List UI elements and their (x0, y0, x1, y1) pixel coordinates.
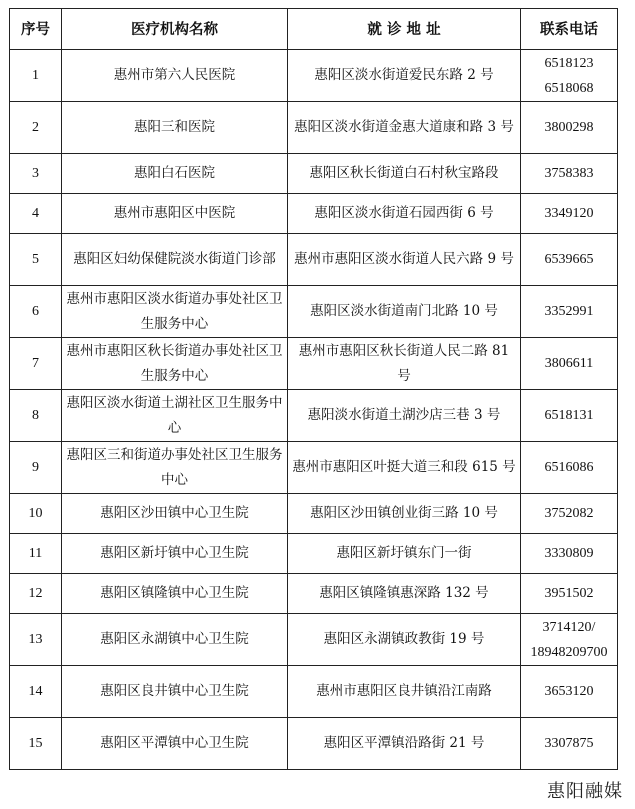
cell-institution-name: 惠阳区新圩镇中心卫生院 (62, 534, 288, 574)
cell-phone (521, 666, 618, 718)
phone-number: 3806611 (544, 356, 594, 371)
table-row (10, 338, 618, 390)
cell-institution-name: 惠州市惠阳区淡水街道办事处社区卫生服务中心 (62, 286, 288, 338)
table-row (10, 534, 618, 574)
cell-no: 14 (10, 666, 62, 718)
cell-phone (521, 494, 618, 534)
cell-institution-name: 惠阳区妇幼保健院淡水街道门诊部 (62, 234, 288, 286)
cell-no: 1 (10, 50, 62, 102)
cell-institution-name: 惠阳区淡水街道土湖社区卫生服务中心 (62, 390, 288, 442)
cell-phone (521, 286, 618, 338)
cell-address: 惠州市惠阳区淡水街道人民六路 9 号 (288, 234, 521, 286)
cell-address: 惠州市惠阳区叶挺大道三和段 615 号 (288, 442, 521, 494)
cell-address: 惠阳区淡水街道石园西街 6 号 (288, 194, 521, 234)
cell-institution-name: 惠阳区三和街道办事处社区卫生服务中心 (62, 442, 288, 494)
phone-number: 3653120 (544, 684, 594, 699)
cell-address: 惠阳区淡水街道爱民东路 2 号 (288, 50, 521, 102)
watermark-logo: 惠阳融媒 (547, 781, 623, 802)
cell-no: 12 (10, 574, 62, 614)
phone-number: 6518131 (544, 408, 594, 423)
cell-no: 15 (10, 718, 62, 770)
cell-no: 7 (10, 338, 62, 390)
cell-institution-name: 惠阳三和医院 (62, 102, 288, 154)
cell-phone (521, 574, 618, 614)
cell-phone (521, 194, 618, 234)
cell-address: 惠阳区淡水街道南门北路 10 号 (288, 286, 521, 338)
cell-address: 惠州市惠阳区良井镇沿江南路 (288, 666, 521, 718)
medical-institutions-table (9, 8, 618, 770)
phone-number: 6539665 (544, 252, 594, 267)
cell-address: 惠阳区新圩镇东门一街 (288, 534, 521, 574)
table-row (10, 50, 618, 102)
cell-institution-name: 惠阳区平潭镇中心卫生院 (62, 718, 288, 770)
phone-number: 6516086 (544, 460, 594, 475)
phone-number: 18948209700 (530, 644, 608, 660)
table-row (10, 574, 618, 614)
cell-phone (521, 234, 618, 286)
cell-institution-name: 惠州市惠阳区中医院 (62, 194, 288, 234)
cell-phone (521, 718, 618, 770)
phone-number: 3752082 (544, 506, 594, 521)
phone-number: 3330809 (544, 546, 594, 561)
cell-institution-name: 惠阳区镇隆镇中心卫生院 (62, 574, 288, 614)
phone-number: 3758383 (544, 166, 594, 181)
cell-no: 11 (10, 534, 62, 574)
cell-no: 3 (10, 154, 62, 194)
phone-number: 3951502 (544, 586, 594, 601)
table-row (10, 102, 618, 154)
table-row (10, 390, 618, 442)
cell-address: 惠阳区永湖镇政教街 19 号 (288, 614, 521, 666)
cell-phone (521, 442, 618, 494)
table-row (10, 154, 618, 194)
cell-phone (521, 50, 618, 102)
cell-address: 惠阳区沙田镇创业街三路 10 号 (288, 494, 521, 534)
cell-phone (521, 338, 618, 390)
cell-phone (521, 534, 618, 574)
cell-no: 13 (10, 614, 62, 666)
cell-address: 惠阳区秋长街道白石村秋宝路段 (288, 154, 521, 194)
cell-no: 2 (10, 102, 62, 154)
header-phone: 联系电话 (521, 9, 618, 50)
phone-number: 3352991 (544, 304, 594, 319)
cell-no: 8 (10, 390, 62, 442)
header-name: 医疗机构名称 (62, 9, 288, 50)
cell-phone (521, 154, 618, 194)
cell-phone (521, 390, 618, 442)
phone-number: 3307875 (544, 736, 594, 751)
table-row (10, 494, 618, 534)
table-row (10, 234, 618, 286)
cell-address: 惠阳区平潭镇沿路街 21 号 (288, 718, 521, 770)
phone-number: 6518123 (544, 55, 594, 71)
cell-phone (521, 614, 618, 666)
table-row (10, 286, 618, 338)
cell-institution-name: 惠阳白石医院 (62, 154, 288, 194)
cell-institution-name: 惠州市惠阳区秋长街道办事处社区卫生服务中心 (62, 338, 288, 390)
cell-no: 9 (10, 442, 62, 494)
cell-no: 10 (10, 494, 62, 534)
cell-phone (521, 102, 618, 154)
cell-address: 惠州市惠阳区秋长街道人民二路 81 号 (288, 338, 521, 390)
table-row (10, 194, 618, 234)
cell-no: 4 (10, 194, 62, 234)
cell-institution-name: 惠州市第六人民医院 (62, 50, 288, 102)
phone-number: 3800298 (544, 120, 594, 135)
cell-address: 惠阳区淡水街道金惠大道康和路 3 号 (288, 102, 521, 154)
cell-institution-name: 惠阳区沙田镇中心卫生院 (62, 494, 288, 534)
table-row (10, 718, 618, 770)
table-header-row (10, 9, 618, 50)
phone-number: 3714120/ (542, 619, 596, 635)
cell-address: 惠阳淡水街道土湖沙店三巷 3 号 (288, 390, 521, 442)
table-row (10, 442, 618, 494)
cell-no: 6 (10, 286, 62, 338)
cell-no: 5 (10, 234, 62, 286)
cell-institution-name: 惠阳区良井镇中心卫生院 (62, 666, 288, 718)
header-no: 序号 (10, 9, 62, 50)
phone-number: 3349120 (544, 206, 594, 221)
header-address: 就 诊 地 址 (288, 9, 521, 50)
phone-number: 6518068 (544, 80, 594, 96)
cell-address: 惠阳区镇隆镇惠深路 132 号 (288, 574, 521, 614)
table-row (10, 614, 618, 666)
table-row (10, 666, 618, 718)
cell-institution-name: 惠阳区永湖镇中心卫生院 (62, 614, 288, 666)
